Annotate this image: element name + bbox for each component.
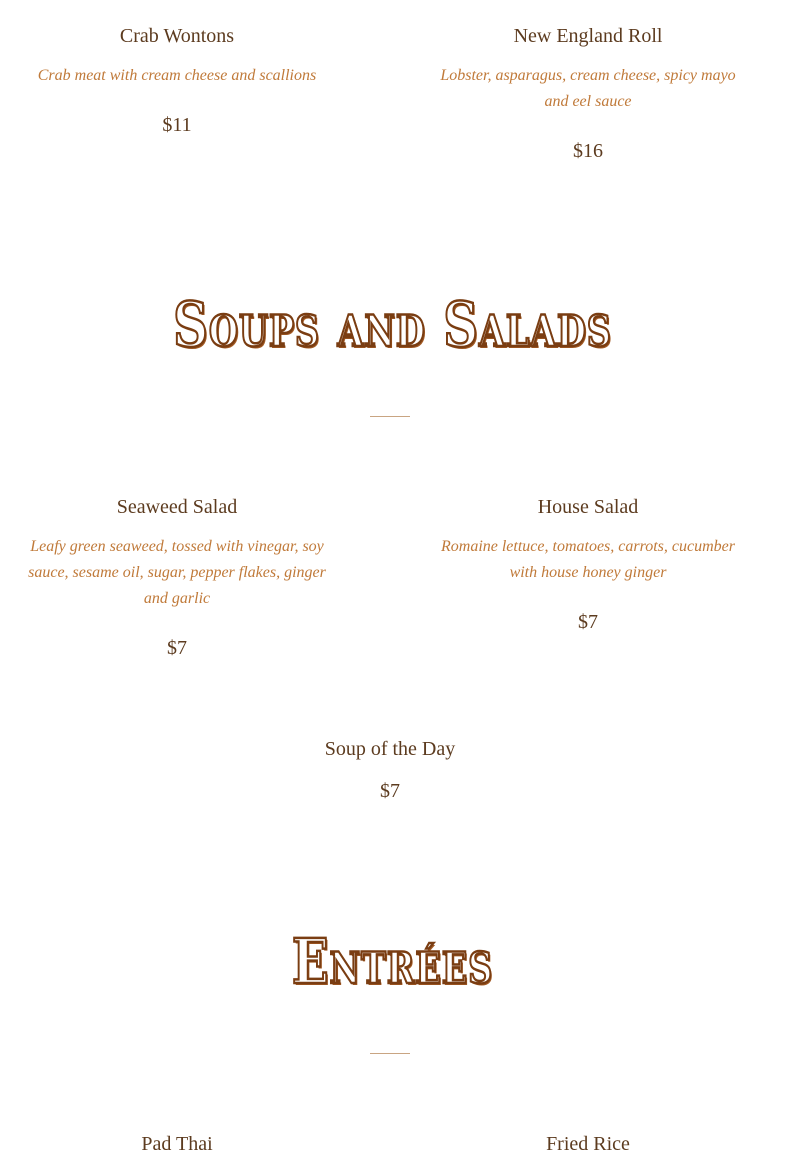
item-description: Crab meat with cream cheese and scallions [37,67,317,84]
menu-item-crab-wontons [27,24,327,137]
item-name: Fried Rice [546,1133,630,1154]
item-name: Soup of the Day [324,738,456,760]
item-price: $16 [573,140,603,162]
section-divider [370,416,410,417]
menu-item-pad-thai [27,1132,327,1154]
menu-item-fried-rice [438,1132,738,1154]
item-name: Crab Wontons [119,25,235,47]
item-description: Lobster, asparagus, cream cheese, spicy mayo and eel sauce [440,67,736,110]
item-price: $7 [578,611,598,633]
item-name: House Salad [537,496,639,518]
item-name: New England Roll [513,25,663,47]
item-name: Seaweed Salad [116,496,238,518]
item-price: $11 [162,114,192,136]
section-title-soups-salads: Soups and Salads [173,288,612,361]
section-title-entrees: Entrées [291,925,494,998]
section-divider [370,1053,410,1054]
menu-item-seaweed-salad [27,495,327,660]
menu-item-new-england-roll [438,24,738,163]
item-name: Pad Thai [141,1133,213,1154]
item-price: $7 [380,780,400,802]
menu-item-house-salad [438,495,738,634]
item-description: Romaine lettuce, tomatoes, carrots, cucumber with house honey ginger [440,538,735,581]
menu-item-soup-of-the-day [240,737,540,803]
item-description: Leafy green seaweed, tossed with vinegar, soy sauce, sesame oil, sugar, pepper flakes, ginger and garlic [28,538,326,607]
item-price: $7 [167,637,187,659]
